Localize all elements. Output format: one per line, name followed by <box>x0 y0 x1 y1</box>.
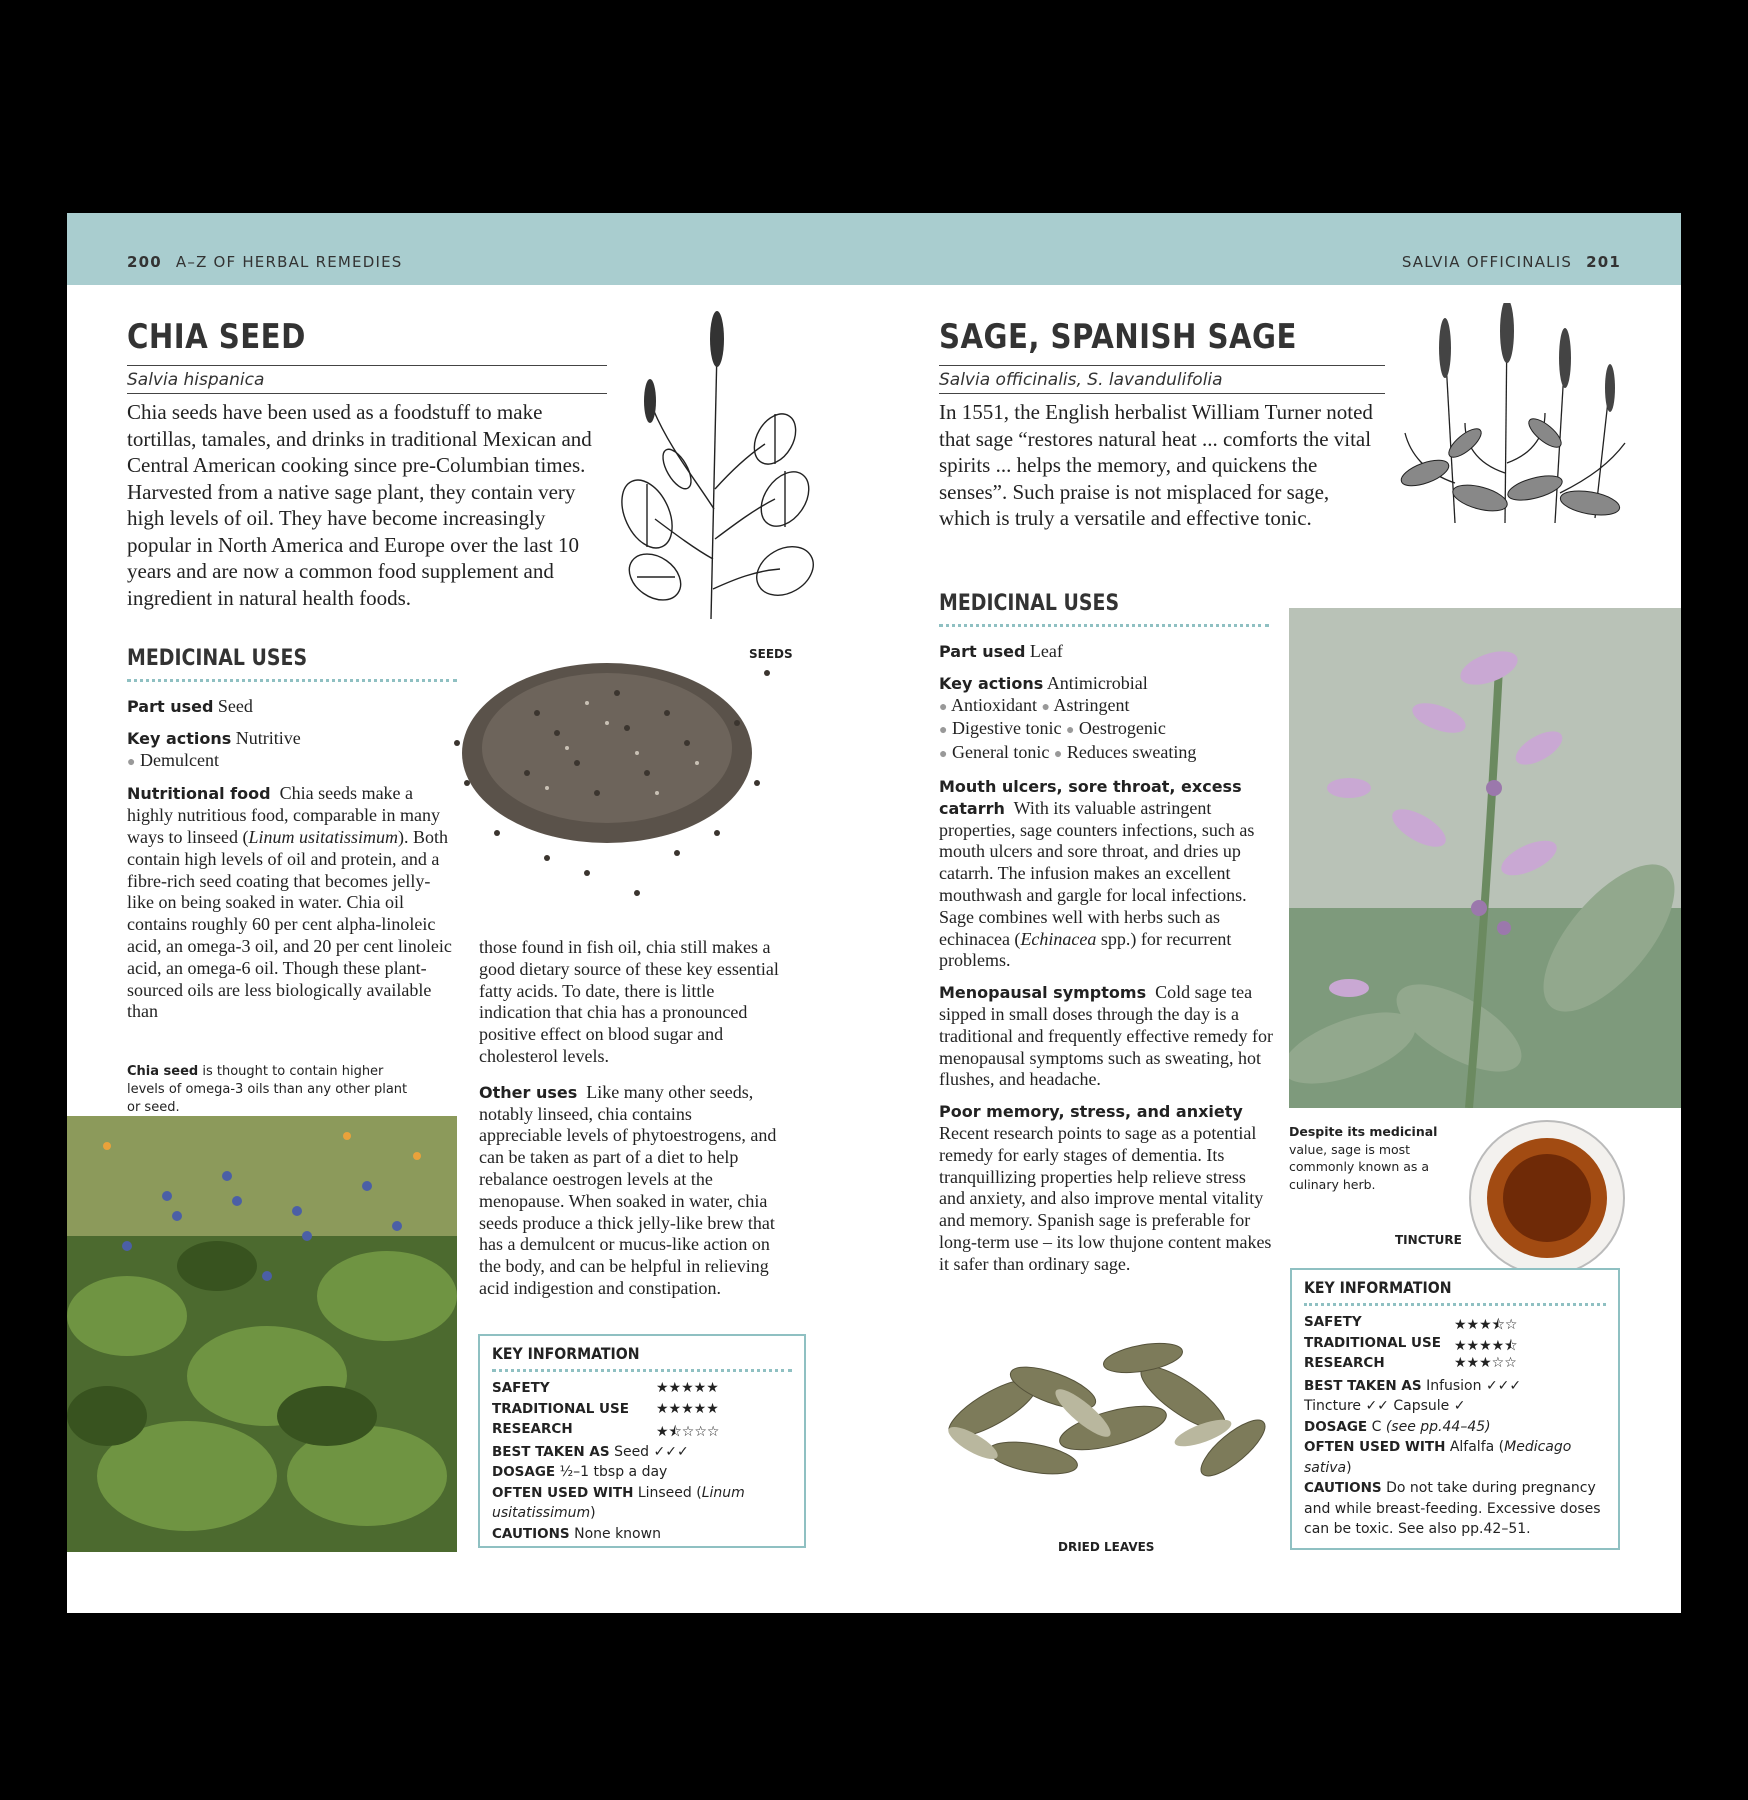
dosage-value: C <box>1371 1418 1382 1435</box>
sage-key-actions-label: Key actions <box>939 673 1044 693</box>
sage-flower-photo <box>1289 608 1681 1108</box>
chia-medicinal-heading: MEDICINAL USES <box>127 646 308 671</box>
header-band <box>67 213 1681 285</box>
dosage-value: ½–1 tbsp a day <box>559 1464 668 1480</box>
header-left <box>127 253 402 271</box>
right-page-number: 201 <box>1586 253 1621 271</box>
best-taken-value: Infusion ✓✓✓ <box>1426 1377 1522 1394</box>
chia-caption-text: is thought to contain higher levels of omega-3 oils than any other plant or seed. <box>127 1064 408 1115</box>
research-stars: ★★★☆☆ <box>1454 1355 1517 1371</box>
best-taken-value-2: Tincture ✓✓ Capsule ✓ <box>1304 1398 1466 1414</box>
left-page-number: 200 <box>127 253 162 271</box>
sage-intro: In 1551, the English herbalist William Turner noted that sage “restores natural heat ... comforts the vital spirits ... helps the memory, and quickens the senses”. Such praise is not misplaced for sage, which is truly a versatile and effective tonic. <box>939 400 1373 530</box>
often-used-label: OFTEN USED WITH <box>1304 1439 1446 1455</box>
safety-rating-stars: ★★★⯪☆ <box>1454 1317 1518 1333</box>
bullet-dot: ● <box>1053 747 1063 763</box>
sage-mouth-latin: Echinacea <box>1020 928 1097 949</box>
often-used-close: ) <box>1346 1459 1352 1476</box>
sage-caption-bold: Despite its medicinal <box>1289 1124 1438 1139</box>
bullet-dot: ● <box>939 699 948 715</box>
bullet-dot: ● <box>1041 699 1050 715</box>
key-info-dots <box>1304 1303 1606 1306</box>
research-label: RESEARCH <box>1304 1355 1385 1371</box>
best-taken-label: BEST TAKEN AS <box>1304 1377 1422 1394</box>
dosage-reference: (see pp.44–45) <box>1385 1418 1491 1435</box>
chia-nutrition-latin: Linum usitatissimum <box>248 826 399 847</box>
tincture-label: TINCTURE <box>1395 1233 1462 1247</box>
sage-mouth-label: Mouth ulcers, sore throat, excess catarrh <box>939 776 1242 818</box>
bullet-dot: ● <box>939 747 948 763</box>
chia-key-info-box <box>478 1334 806 1548</box>
sage-part-used-label: Part used <box>939 642 1026 661</box>
sage-key-action: Antimicrobial <box>1046 672 1148 693</box>
chia-nutrition-continued: those found in fish oil, chia still makes a good dietary source of these key essential fatty acids. To date, there is little indication that chia has a pronounced positive effect on blood sugar and cholesterol levels. <box>479 937 779 1066</box>
cautions-value: Do not take during pregnancy and while breast-feeding. Excessive doses can be toxic. See also pp.42–51. <box>1304 1480 1601 1537</box>
best-taken-value: Seed ✓✓✓ <box>614 1443 689 1460</box>
right-section-title: SALVIA OFFICINALIS <box>1401 253 1573 271</box>
chia-part-used-label: Part used <box>127 697 214 716</box>
cautions-label: CAUTIONS <box>492 1525 570 1542</box>
key-info-dots <box>492 1369 792 1372</box>
often-used-latin: Linum usitatissimum <box>492 1484 745 1521</box>
sage-heading-dots <box>939 624 1269 627</box>
chia-nutrition-text-b: ). Both contain high levels of oil and protein, and a fibre-rich seed coating that becomes jelly-like on being soaked in water. Chia oil contains roughly 60 per cent alpha-linoleic acid, an omega-3 oil, and 20 per cent linoleic acid, an omega-6 oil. Though these plant-sourced oils are less biologically available than <box>127 826 452 1022</box>
sage-caption-text: value, sage is most commonly known as a culinary herb. <box>1289 1141 1430 1192</box>
chia-part-used-value: Seed <box>217 696 253 716</box>
sage-key-action: General tonic <box>951 742 1050 763</box>
chia-nutrition-label: Nutritional food <box>127 784 271 804</box>
sage-key-action: Digestive tonic <box>951 718 1062 739</box>
chia-other-uses-label: Other uses <box>479 1082 578 1102</box>
traditional-use-label: TRADITIONAL USE <box>492 1400 629 1417</box>
sage-latin-rule <box>939 393 1385 394</box>
dosage-label: DOSAGE <box>492 1464 556 1480</box>
sage-photo-caption <box>1289 1123 1439 1193</box>
best-taken-label: BEST TAKEN AS <box>492 1443 610 1460</box>
cautions-value: None known <box>574 1525 661 1542</box>
bullet-dot: ● <box>127 754 136 770</box>
safety-label: SAFETY <box>492 1380 550 1396</box>
sage-key-info-box <box>1290 1268 1620 1550</box>
chia-heading-dots <box>127 679 457 682</box>
bullet-dot: ● <box>1065 723 1075 739</box>
chia-left-column <box>127 696 457 1033</box>
chia-nutrition-text: Chia seeds make a highly nutritious food, comparable in many ways to linseed ( <box>127 783 440 847</box>
sage-key-info-title: KEY INFORMATION <box>1304 1278 1452 1297</box>
chia-key-action: Nutritive <box>235 727 301 748</box>
sage-medicinal-heading: MEDICINAL USES <box>939 591 1120 616</box>
safety-label: SAFETY <box>1304 1314 1362 1330</box>
chia-photo-caption <box>127 1063 417 1117</box>
dried-leaves-photo <box>933 1318 1273 1498</box>
tincture-dish-photo <box>1467 1118 1627 1278</box>
sage-memory-text: Recent research points to sage as a potential remedy for early stages of dementia. Its tranquillizing properties help relieve stress and anxiety, and also improve mental vitality and memory. Spanish sage is preferable for long-term use – its low thujone content makes it safer than ordinary sage. <box>939 1122 1272 1274</box>
sage-latin-name: Salvia officinalis, S. lavandulifolia <box>939 370 1223 390</box>
research-label: RESEARCH <box>492 1421 573 1437</box>
chia-latin-rule <box>127 393 607 394</box>
traditional-use-stars: ★★★★⯪ <box>1454 1337 1518 1354</box>
sage-key-action: Oestrogenic <box>1078 718 1166 739</box>
sage-text-column <box>939 641 1275 1286</box>
traditional-use-label: TRADITIONAL USE <box>1304 1334 1441 1351</box>
research-stars: ★⯪☆☆☆ <box>656 1424 720 1440</box>
sage-key-action: Antioxidant <box>950 694 1037 715</box>
book-spread <box>67 213 1681 1613</box>
chia-title: CHIA SEED <box>127 317 306 357</box>
sage-key-action: Astringent <box>1053 694 1130 715</box>
often-used-value: Linseed ( <box>637 1484 702 1501</box>
sage-menopausal-text: Cold sage tea sipped in small doses through the day is a traditional and frequently effective remedy for menopausal symptoms such as sweating, hot flushes, and headache. <box>939 982 1274 1090</box>
chia-intro: Chia seeds have been used as a foodstuff to make tortillas, tamales, and drinks in traditional Mexican and Central American cooking since pre-Columbian times. Harvested from a native sage plant, they contain very high levels of oil. They have become increasingly popular in North America and Europe over the last 10 years and are now a common food supplement and ingredient in natural health foods. <box>127 400 592 610</box>
chia-right-column <box>479 937 779 1310</box>
sage-title-rule <box>939 365 1385 366</box>
sage-mouth-text-b: spp.) for recurrent problems. <box>939 928 1232 971</box>
sage-title: SAGE, SPANISH SAGE <box>939 317 1297 357</box>
chia-latin-name: Salvia hispanica <box>127 370 265 390</box>
sage-part-used-value: Leaf <box>1029 641 1063 661</box>
chia-seeds-photo <box>437 633 777 918</box>
chia-caption-bold: Chia seed <box>127 1064 199 1079</box>
dosage-label: DOSAGE <box>1304 1418 1368 1435</box>
sage-plant-illustration <box>1395 303 1635 529</box>
chia-plant-illustration <box>615 309 815 621</box>
often-used-close: ) <box>590 1505 596 1521</box>
traditional-use-stars: ★★★★★ <box>656 1400 719 1417</box>
safety-rating-stars: ★★★★★ <box>656 1380 719 1396</box>
often-used-latin: Medicago sativa <box>1304 1439 1572 1476</box>
chia-other-uses-text: Like many other seeds, notably linseed, chia contains appreciable levels of phytoestrogens, and can be taken as part of a diet to help rebalance oestrogen levels at the menopause. When soaked in water, chia seeds produce a thick jelly-like brew that has a demulcent or mucus-like action on the body, and can be helpful in relieving acid indigestion and constipation. <box>479 1081 777 1298</box>
chia-plant-photo <box>67 1116 457 1552</box>
sage-key-action: Reduces sweating <box>1066 742 1197 763</box>
chia-key-actions-label: Key actions <box>127 728 232 748</box>
sage-memory-label: Poor memory, stress, and anxiety <box>939 1102 1243 1122</box>
chia-title-rule <box>127 365 607 366</box>
sage-menopausal-label: Menopausal symptoms <box>939 983 1147 1003</box>
chia-key-info-title: KEY INFORMATION <box>492 1344 640 1363</box>
often-used-value: Alfalfa ( <box>1449 1439 1505 1455</box>
left-section-title: A–Z OF HERBAL REMEDIES <box>175 253 403 271</box>
sage-mouth-text: With its valuable astringent properties, sage counters infections, such as mouth ulcers and sore throat, and dries up catarrh. The infusion makes an excellent mouthwash and gargle for local infections. Sage combines well with herbs such as echinacea ( <box>939 797 1255 949</box>
bullet-dot: ● <box>939 723 948 739</box>
chia-key-action: Demulcent <box>139 749 219 770</box>
cautions-label: CAUTIONS <box>1304 1480 1382 1496</box>
often-used-label: OFTEN USED WITH <box>492 1484 634 1501</box>
header-right <box>1402 253 1621 271</box>
dried-leaves-label: DRIED LEAVES <box>1058 1540 1155 1554</box>
seeds-label: SEEDS <box>749 647 793 661</box>
